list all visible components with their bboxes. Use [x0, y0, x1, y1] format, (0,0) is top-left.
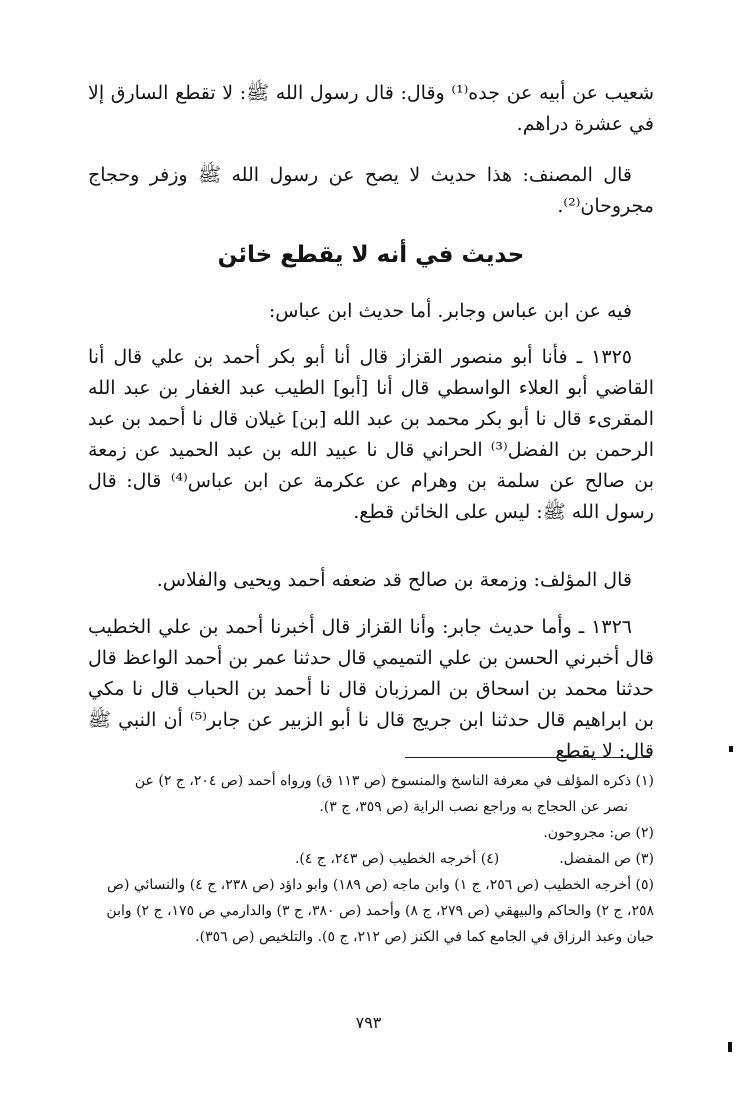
body-paragraph-3: فيه عن ابن عباس وجابر. أما حديث ابن عباس: — [268, 300, 632, 322]
footnote-3: (٣) ص المفضل. — [559, 851, 654, 867]
body-paragraph-1: شعيب عن أبيه عن جده⁽¹⁾ وقال: قال رسول الله ﷺ: لا تقطع السارق إلا في عشرة دراهم. — [88, 82, 654, 135]
footnote-2: (٢) ص: مجروحون. — [543, 825, 654, 841]
margin-mark — [729, 746, 733, 752]
hadith-1326-paragraph: ١٣٢٦ ـ وأما حديث جابر: وأنا القزاز قال أخبرنا أحمد بن علي الخطيب قال أخبرني الحسن بن علي التميمي قال حدثنا عمر بن أحمد الواعظ قال حدثنا محمد بن اسحاق بن المرزبان قال نا أحمد بن الحباب قال نا مكي بن ابراهيم قال حدثنا ابن جريج قال نا أبو الزبير عن جابر⁽⁵⁾ أن النبي ﷺ قال: لا يقطع — [88, 616, 654, 762]
footnotes — [88, 768, 654, 950]
body-paragraph-2: قال المصنف: هذا حديث لا يصح عن رسول الله ﷺ وزفر وحجاج مجروحان⁽²⁾. — [88, 164, 654, 217]
section-heading: حديث في أنه لا يقطع خائن — [217, 242, 525, 268]
footnote-5: (٥) أخرجه الخطيب (ص ٢٥٦، ج ١) وابن ماجه (ص ١٨٩) وابو داؤد (ص ٢٣٨، ج ٤) والنسائي (ص ٢٥٨، ج ٢) والحاكم والبيهقي (ص ٢٧٩، ج ٨) وأحمد (ص ٣٨٠، ج ٣) والدارمي ص ١٧٥، ج ٢) وابن حبان وعبد الرزاق في الجامع كما في الكنز (ص ٢١٢، ج ٥). والتلخيص (ص ٣٥٦). — [106, 877, 654, 945]
footnote-row-3-4 — [88, 846, 654, 872]
hadith-1325-paragraph: ١٣٢٥ ـ فأنا أبو منصور القزاز قال أنا أبو بكر أحمد بن علي قال أنا القاضي أبو العلاء الواسطي قال أنا [أبو] الطيب عبد الغفار بن عبد الله المقرىء قال نا أبو بكر محمد بن عبد الله [بن] غيلان قال نا أحمد بن عبد الرحمن بن الفضل⁽³⁾ الحراني قال نا عبيد الله بن عبد الحميد عن زمعة بن صالح عن سلمة بن وهرام عن عكرمة عن ابن عباس⁽⁴⁾ قال: قال رسول الله ﷺ: ليس على الخائن قطع. — [88, 346, 654, 523]
footnote-1-line-1: (١) ذكره المؤلف في معرفة الناسخ والمنسوخ (ص ١١٣ ق) ورواه أحمد (ص ٢٠٤، ج ٢) عن — [134, 773, 654, 789]
margin-mark — [728, 1042, 732, 1052]
footnote-4: (٤) أخرجه الخطيب (ص ٢٤٣، ج ٤). — [294, 851, 500, 867]
body-paragraph-5: قال المؤلف: وزمعة بن صالح قد ضعفه أحمد ويحيى والفلاس. — [156, 569, 632, 591]
page-number: ٧٩٣ — [355, 1013, 382, 1032]
footnote-1-line-2: نصر عن الحجاج به وراجع نصب الراية (ص ٣٥٩، ج ٣). — [319, 799, 628, 815]
footnote-divider — [405, 757, 650, 758]
